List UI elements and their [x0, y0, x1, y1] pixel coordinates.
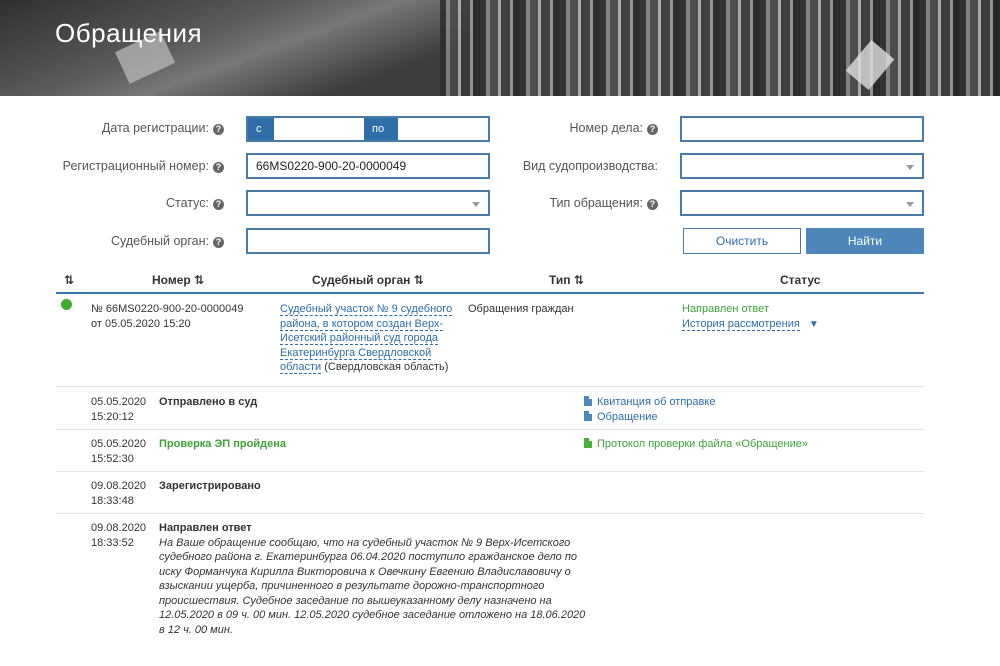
document-link[interactable]: Протокол проверки файла «Обращение»	[584, 437, 808, 452]
history-datetime: 09.08.2020 18:33:52	[91, 522, 147, 549]
file-icon	[584, 396, 592, 406]
column-header-court[interactable]: Судебный орган ⇅	[312, 273, 424, 287]
court-input[interactable]	[246, 228, 490, 254]
chevron-down-icon	[472, 202, 480, 207]
page-title: Обращения	[55, 18, 203, 48]
chevron-down-icon[interactable]: ▼	[808, 318, 819, 330]
appeal-type-select[interactable]	[680, 190, 924, 216]
history-docs	[584, 437, 808, 452]
document-link[interactable]: Обращение	[584, 410, 715, 425]
status-select[interactable]	[246, 190, 490, 216]
history-message: Направлен ответ На Ваше обращение сообщаю, что на судебный участок № 9 Верх-Исетского судебного района г. Екатеринбурга 06.04.2020 поступило гражданское дело по иску Форманчука Кирилла Викторовича к Овечкину Евгению Владиславовичу о взыскании ущерба, причиненного в результате дорожно-транспортного происшествия. Судебное заседание по вышеуказанному делу назначено на 12.05.2020 в 09 ч. 00 мин. 12.05.2020 судебное заседание отложено на 18.06.2020 в 12 ч. 00 мин.	[159, 521, 589, 637]
court-cell	[280, 302, 460, 375]
reg-date-range	[246, 116, 490, 142]
history-link[interactable]: История рассмотрения	[682, 317, 800, 330]
case-number-label: Номер дела: ?	[570, 121, 659, 135]
file-icon	[584, 438, 592, 448]
appeal-type-cell: Обращения граждан	[468, 303, 574, 315]
proceeding-type-select[interactable]	[680, 153, 924, 179]
history-event: Отправлено в суд	[159, 396, 258, 408]
history-event: Зарегистрировано	[159, 480, 261, 492]
file-icon	[584, 411, 592, 421]
history-datetime: 05.05.2020 15:20:12	[91, 396, 147, 423]
help-icon[interactable]: ?	[647, 199, 658, 210]
table-header-divider	[56, 292, 924, 294]
column-header-status: Статус	[780, 273, 821, 287]
chevron-down-icon	[906, 165, 914, 170]
status-text: Направлен ответ	[682, 303, 769, 315]
help-icon[interactable]: ?	[213, 124, 224, 135]
status-label: Статус: ?	[166, 196, 224, 210]
case-number-input[interactable]	[680, 116, 924, 142]
case-number-cell: № 66MS0220-900-20-0000049 от 05.05.2020 15:20	[91, 303, 244, 330]
status-cell	[682, 302, 819, 332]
date-from-input[interactable]	[274, 118, 364, 140]
column-header-number[interactable]: Номер ⇅	[152, 273, 205, 287]
history-docs	[584, 395, 715, 424]
row-divider	[56, 429, 924, 430]
court-region: (Свердловская область)	[324, 361, 449, 373]
header-banner	[0, 0, 1000, 96]
court-link[interactable]: Екатеринбурга Свердловской	[280, 346, 432, 359]
row-divider	[56, 513, 924, 514]
document-link[interactable]: Квитанция об отправке	[584, 395, 715, 410]
help-icon[interactable]: ?	[213, 162, 224, 173]
court-link[interactable]: области	[280, 361, 322, 373]
sort-icon[interactable]: ⇅	[64, 273, 75, 287]
status-indicator	[61, 299, 72, 310]
history-event: Проверка ЭП пройдена	[159, 438, 286, 450]
reg-date-label: Дата регистрации: ?	[102, 121, 224, 135]
clear-button[interactable]: Очистить	[683, 228, 801, 254]
row-divider	[56, 471, 924, 472]
date-to-input[interactable]	[398, 118, 488, 140]
court-link[interactable]: района, в котором создан Верх-	[280, 317, 444, 330]
history-datetime: 05.05.2020 15:52:30	[91, 438, 147, 465]
reg-number-input[interactable]: 66MS0220-900-20-0000049	[246, 153, 490, 179]
date-from-addon: с	[248, 118, 274, 140]
reg-number-label: Регистрационный номер: ?	[63, 159, 224, 173]
court-link[interactable]: Судебный участок № 9 судебного	[280, 303, 453, 315]
chevron-down-icon	[906, 202, 914, 207]
history-event: Направлен ответ	[159, 522, 252, 534]
help-icon[interactable]: ?	[213, 237, 224, 248]
help-icon[interactable]: ?	[647, 124, 658, 135]
court-link[interactable]: Исетский районный суд города	[280, 332, 439, 344]
sort-icon: ⇅	[413, 273, 424, 287]
column-header-type[interactable]: Тип ⇅	[549, 273, 584, 287]
date-to-addon: по	[364, 118, 398, 140]
banner-books-image	[440, 0, 1000, 96]
sort-icon: ⇅	[194, 273, 205, 287]
appeal-type-label: Тип обращения: ?	[549, 196, 658, 210]
history-datetime: 09.08.2020 18:33:48	[91, 480, 147, 507]
court-label: Судебный орган: ?	[111, 234, 224, 248]
find-button[interactable]: Найти	[806, 228, 924, 254]
help-icon[interactable]: ?	[213, 199, 224, 210]
sort-icon: ⇅	[573, 273, 584, 287]
row-divider	[56, 386, 924, 387]
proceeding-type-label: Вид судопроизводства:	[522, 159, 658, 173]
